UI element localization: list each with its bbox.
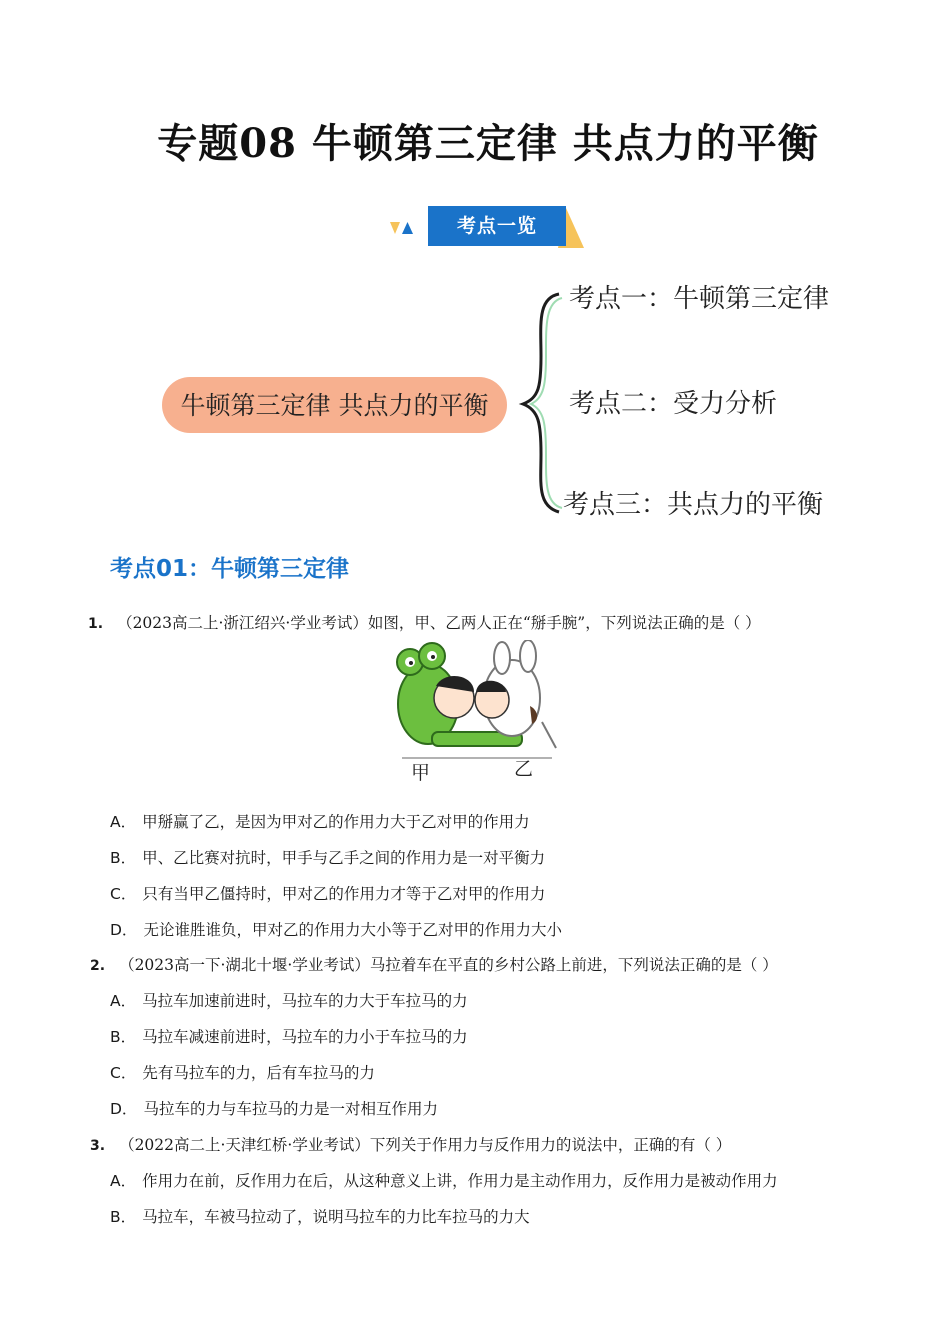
brace-icon bbox=[515, 286, 565, 516]
mindmap-branch-2: 考点二：受力分析 bbox=[569, 389, 778, 419]
question-1-stem: 1. （2023高二上·浙江绍兴·学业考试）如图，甲、乙两人正在“掰手腕”，下列说法正确的是（ ） bbox=[88, 614, 761, 632]
question-2-stem: 2. （2023高一下·湖北十堰·学业考试）马拉着车在平直的乡村公路上前进，下列说法正确的是（ ） bbox=[90, 956, 778, 974]
section-heading: 考点01：牛顿第三定律 bbox=[110, 556, 350, 582]
question-1-option-a: A． 甲掰赢了乙，是因为甲对乙的作用力大于乙对甲的作用力 bbox=[110, 813, 530, 831]
question-1-option-b: B． 甲、乙比赛对抗时，甲手与乙手之间的作用力是一对平衡力 bbox=[110, 849, 546, 867]
question-number: 3. bbox=[90, 1138, 106, 1154]
question-2-option-d: D． 马拉车的力与车拉马的力是一对相互作用力 bbox=[110, 1100, 438, 1118]
figure-label-jia: 甲 bbox=[411, 762, 431, 784]
section-banner bbox=[388, 204, 588, 250]
page-title: 专题08 牛顿第三定律 共点力的平衡 bbox=[157, 120, 819, 167]
figure-label-yi: 乙 bbox=[514, 758, 534, 780]
question-number: 2. bbox=[90, 958, 106, 974]
mindmap-branch-1: 考点一：牛顿第三定律 bbox=[569, 284, 830, 314]
mindmap-branch-3: 考点三：共点力的平衡 bbox=[563, 490, 824, 520]
question-1-option-d: D． 无论谁胜谁负，甲对乙的作用力大小等于乙对甲的作用力大小 bbox=[110, 921, 562, 939]
mindmap-center: 牛顿第三定律 共点力的平衡 bbox=[162, 377, 507, 433]
question-3-option-b: B． 马拉车，车被马拉动了，说明马拉车的力比车拉马的力大 bbox=[110, 1208, 530, 1226]
banner-label: 考点一览 bbox=[428, 206, 566, 246]
question-number: 1. bbox=[88, 616, 104, 632]
question-2-option-b: B． 马拉车减速前进时，马拉车的力小于车拉马的力 bbox=[110, 1028, 468, 1046]
question-3-stem: 3. （2022高二上·天津红桥·学业考试）下列关于作用力与反作用力的说法中，正确的有（ ） bbox=[90, 1136, 732, 1154]
question-1-option-c: C． 只有当甲乙僵持时，甲对乙的作用力才等于乙对甲的作用力 bbox=[110, 885, 546, 903]
question-2-option-c: C． 先有马拉车的力，后有车拉马的力 bbox=[110, 1064, 375, 1082]
arm-wrestling-illustration bbox=[392, 640, 562, 760]
question-2-option-a: A． 马拉车加速前进时，马拉车的力大于车拉马的力 bbox=[110, 992, 468, 1010]
question-3-option-a: A． 作用力在前，反作用力在后，从这种意义上讲，作用力是主动作用力，反作用力是被动作用力 bbox=[110, 1172, 778, 1190]
